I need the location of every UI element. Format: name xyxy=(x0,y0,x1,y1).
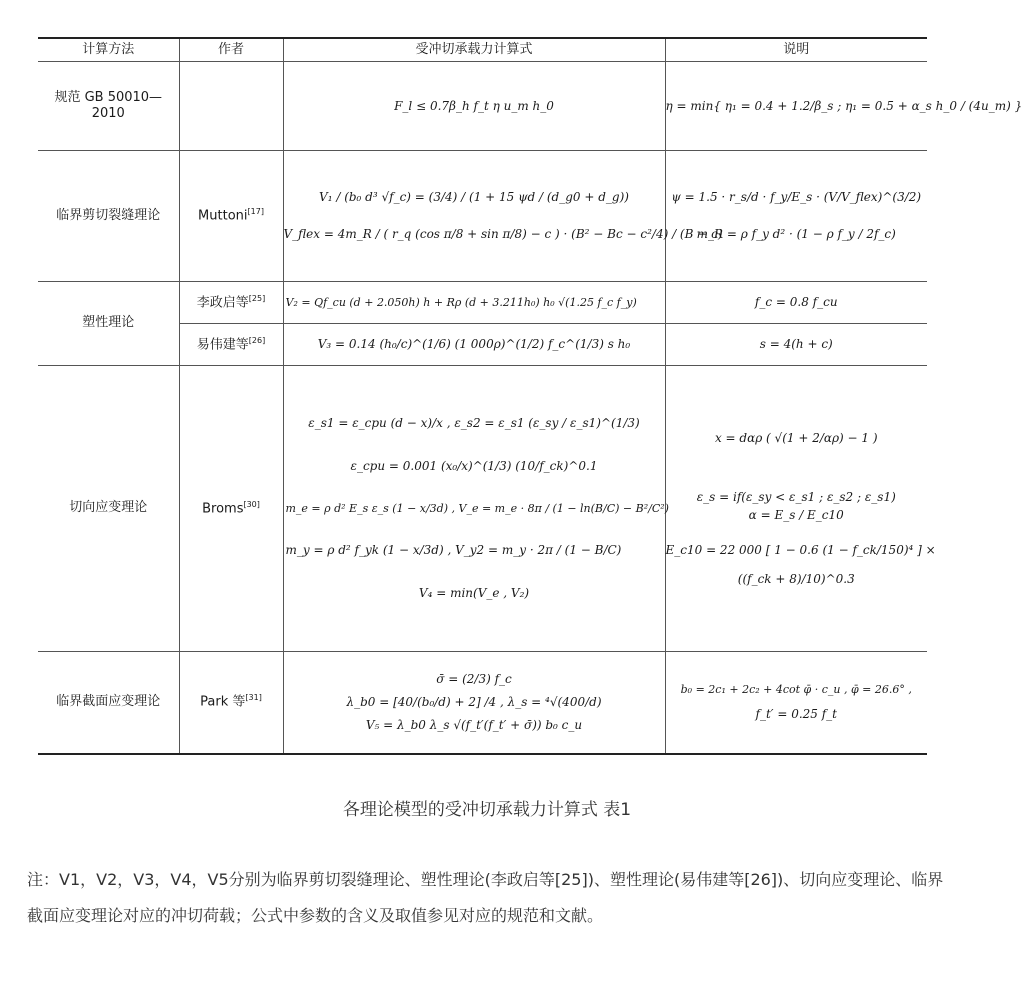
author-ref: [31] xyxy=(245,693,262,703)
table-row xyxy=(38,282,927,324)
formula: σ̄ = (2/3) f_c xyxy=(436,671,512,686)
table-header-row xyxy=(38,38,927,62)
formula-cell xyxy=(283,652,665,754)
formula-cell xyxy=(283,282,665,324)
author-cell xyxy=(179,652,283,754)
notes-cell xyxy=(665,324,927,366)
table-caption: 各理论模型的受冲切承载力计算式 表1 xyxy=(342,800,632,820)
notes-cell xyxy=(665,282,927,324)
author-name: Broms xyxy=(202,501,244,517)
notes-cell xyxy=(665,652,927,754)
note-formula: f_t′ = 0.25 f_t xyxy=(755,706,837,721)
header-author: 作者 xyxy=(179,38,283,62)
method-cell: 塑性理论 xyxy=(38,282,179,366)
table-note: 注：V1，V2，V3，V4，V5分别为临界剪切裂缝理论、塑性理论(李政启等[25])、塑性理论(易伟建等[26])、切向应变理论、临界截面应变理论对应的冲切荷载；公式中参数的含义及取值参见对应的规范和文献。 xyxy=(27,870,944,925)
header-method: 计算方法 xyxy=(38,38,179,62)
note-formula: x = dαρ ( √(1 + 2/αρ) − 1 ) xyxy=(714,430,878,445)
note-formula: E_c10 = 22 000 [ 1 − 0.6 (1 − f_ck/150)⁴ ] × xyxy=(665,542,936,557)
notes-cell xyxy=(665,62,1022,151)
author-name: Park 等 xyxy=(200,694,246,710)
header-formula: 受冲切承载力计算式 xyxy=(283,38,665,62)
method-cell: 临界截面应变理论 xyxy=(38,652,179,754)
formula: m_y = ρ d² f_yk (1 − x/3d) , V_y2 = m_y · 2π / (1 − B/C) xyxy=(285,543,622,558)
formula: λ_b0 = [40/(b₀/d) + 2] /4 , λ_s = ⁴√(400/d) xyxy=(346,694,602,709)
note-formula: α = E_s / E_c10 xyxy=(748,507,844,522)
author-ref: [17] xyxy=(247,207,264,217)
notes-cell xyxy=(665,366,936,652)
author-ref: [25] xyxy=(248,293,266,303)
formula: F_l ≤ 0.7β_h f_t η u_m h_0 xyxy=(394,98,554,113)
note-formula: ε_s = if(ε_sy < ε_s1 ; ε_s2 ; ε_s1) xyxy=(696,489,896,504)
method-cell: 切向应变理论 xyxy=(38,366,179,652)
author-name: 李政启等 xyxy=(196,295,249,311)
formula: V₃ = 0.14 (h₀/c)^(1/6) (1 000ρ)^(1/2) f_c^(1/3) s h₀ xyxy=(317,337,631,351)
author-ref: [26] xyxy=(248,335,266,345)
author-cell xyxy=(179,282,283,324)
note-formula: ψ = 1.5 · r_s/d · f_y/E_s · (V/V_flex)^(3/2) xyxy=(671,190,922,204)
formula-cell xyxy=(283,62,665,151)
author-cell xyxy=(179,324,283,366)
formula: ε_s1 = ε_cpu (d − x)/x , ε_s2 = ε_s1 (ε_sy / ε_s1)^(1/3) xyxy=(308,415,640,430)
formula: V₂ = Qf_cu (d + 2.050h) h + Rρ (d + 3.211h₀) h₀ √(1.25 f_c f_y) xyxy=(285,295,637,309)
formula-cell xyxy=(283,324,665,366)
note-formula: ((f_ck + 8)/10)^0.3 xyxy=(737,571,855,586)
formula: V₄ = min(V_e , V₂) xyxy=(418,586,530,601)
author-cell xyxy=(179,151,283,282)
formula: V_flex = 4m_R / ( r_q (cos π/8 + sin π/8) − c ) · (B² − Bc − c²/4) / (B − c) xyxy=(283,227,723,241)
table-row xyxy=(38,151,927,282)
note-formula: f_c = 0.8 f_cu xyxy=(754,295,838,309)
author-cell xyxy=(179,62,283,151)
formula-cell xyxy=(283,151,723,282)
author-cell xyxy=(179,366,283,652)
formula-cell xyxy=(283,366,669,652)
formula: ε_cpu = 0.001 (x₀/x)^(1/3) (10/f_ck)^0.1 xyxy=(350,458,598,473)
table-row xyxy=(38,366,927,652)
table-row xyxy=(38,62,927,151)
note-formula: s = 4(h + c) xyxy=(759,337,833,351)
note-formula: m_R = ρ f_y d² · (1 − ρ f_y / 2f_c) xyxy=(696,227,896,241)
author-name: Muttoni xyxy=(198,208,248,224)
note-formula: b₀ = 2c₁ + 2c₂ + 4cot φ̄ · c_u , φ̄ = 26.6° , xyxy=(680,682,912,696)
method-cell: 规范 GB 50010—2010 xyxy=(38,62,179,151)
formula-table xyxy=(38,37,1022,755)
table-row xyxy=(38,652,927,754)
note-formula: η = min{ η₁ = 0.4 + 1.2/β_s ; η₁ = 0.5 + α_s h_0 / (4u_m) } xyxy=(665,98,1022,113)
formula: V₅ = λ_b0 λ_s √(f_t′(f_t′ + σ̄)) b₀ c_u xyxy=(365,717,583,732)
author-name: 易伟建等 xyxy=(196,337,249,353)
formula: m_e = ρ d² E_s ε_s (1 − x/3d) , V_e = m_e · 8π / (1 − ln(B/C) − B²/C²) xyxy=(285,501,669,515)
method-cell: 临界剪切裂缝理论 xyxy=(38,151,179,282)
author-ref: [30] xyxy=(243,499,260,509)
formula: V₁ / (b₀ d³ √f_c) = (3/4) / (1 + 15 ψd / (d_g0 + d_g)) xyxy=(319,190,629,204)
notes-cell xyxy=(665,151,927,282)
header-notes: 说明 xyxy=(665,38,927,62)
